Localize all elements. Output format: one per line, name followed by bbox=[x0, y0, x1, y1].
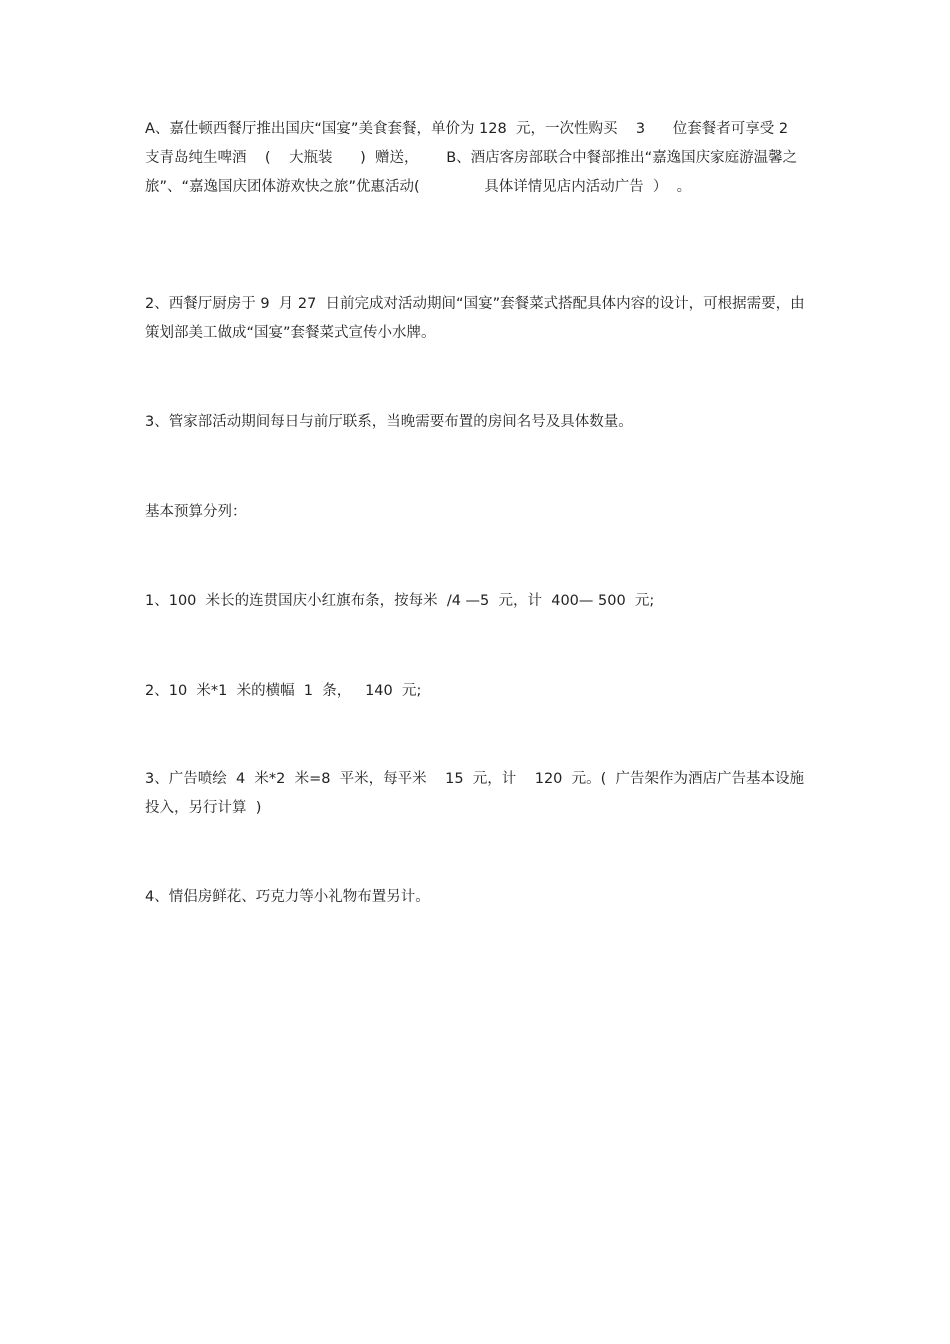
paragraph-menu-design: 2、西餐厅厨房于 9 月 27 日前完成对活动期间“国宴”套餐菜式搭配具体内容的设计，可根据需要，由策划部美工做成“国宴”套餐菜式宣传小水牌。 bbox=[145, 296, 805, 341]
budget-item-flags: 1、100 米长的连贯国庆小红旗布条，按每米 /4 —5 元，计 400— 500 元; bbox=[145, 593, 655, 609]
budget-item-poster: 3、广告喷绘 4 米*2 米=8 平米，每平米 15 元，计 120 元。( 广告架作为酒店广告基本设施投入，另行计算 ) bbox=[145, 771, 804, 816]
paragraph-housekeeping: 3、管家部活动期间每日与前厅联系，当晚需要布置的房间名号及具体数量。 bbox=[145, 414, 633, 430]
budget-item-gifts: 4、情侣房鲜花、巧克力等小礼物布置另计。 bbox=[145, 889, 430, 905]
budget-item-banner: 2、10 米*1 米的横幅 1 条， 140 元; bbox=[145, 683, 422, 699]
paragraph-promotions: A、嘉仕顿西餐厅推出国庆“国宴”美食套餐，单价为 128 元，一次性购买 3 位套餐者可享受 2 支青岛纯生啤酒 ( 大瓶装 ) 赠送， B、酒店客房部联合中餐部推出“嘉逸国庆家庭游温馨之旅”、“嘉逸国庆团体游欢快之旅”优惠活动( 具体详情见店内活动广告 ） 。 bbox=[145, 121, 798, 195]
budget-heading: 基本预算分列： bbox=[145, 504, 247, 520]
